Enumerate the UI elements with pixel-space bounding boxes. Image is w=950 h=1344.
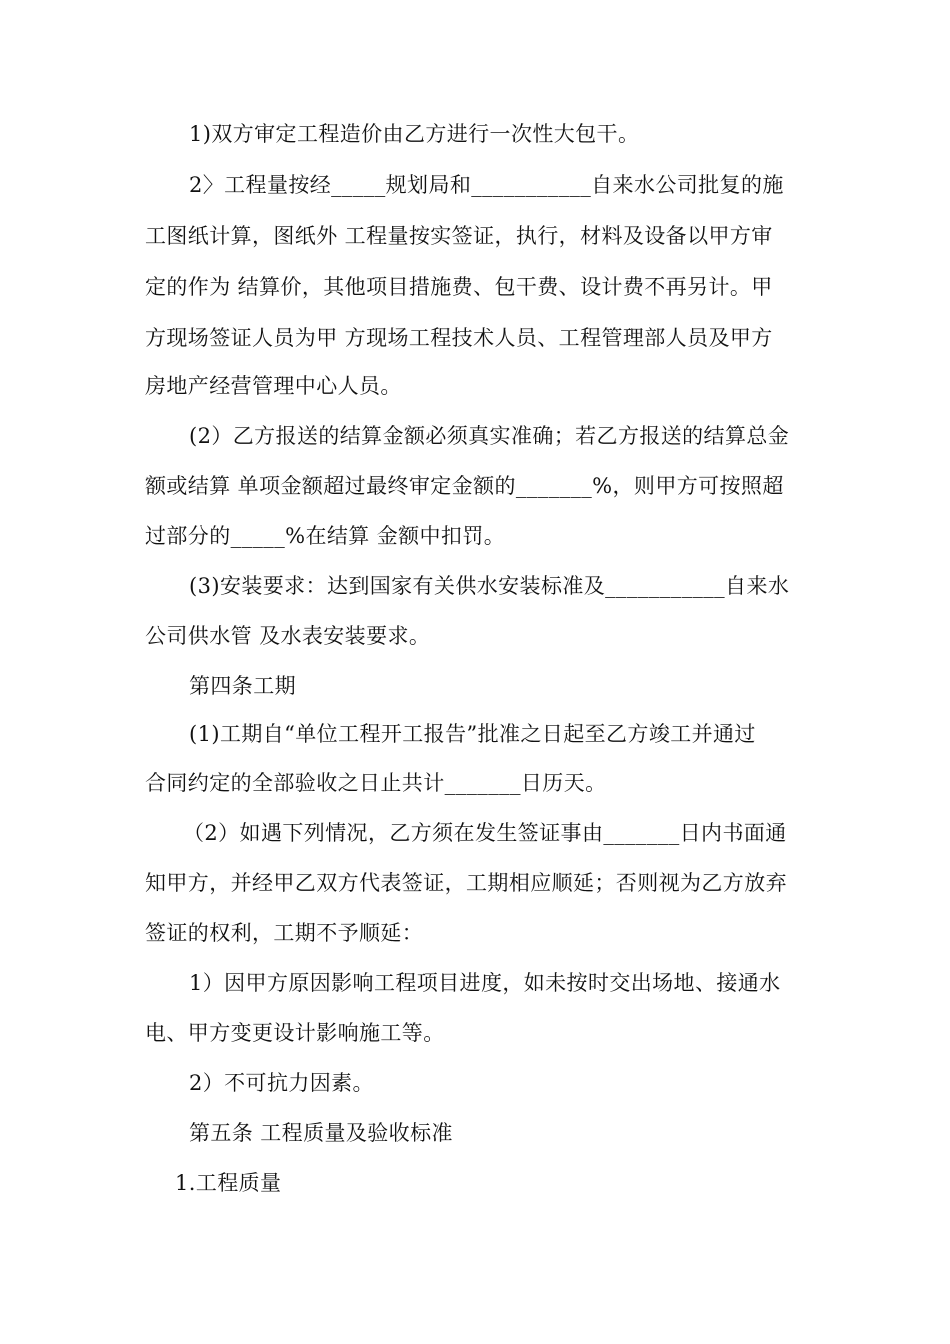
paragraph-line: 公司供水管 及水表安装要求。: [145, 624, 431, 648]
paragraph-line: 签证的权利，工期不予顺延：: [145, 921, 424, 945]
section-heading: 第四条工期: [189, 674, 296, 698]
paragraph-line: (1)工期自“单位工程开工报告”批准之日起至乙方竣工并通过: [189, 722, 756, 746]
paragraph-line: 定的作为 结算价，其他项目措施费、包干费、设计费不再另计。甲: [145, 275, 773, 299]
paragraph-line: 过部分的_____%在结算 金额中扣罚。: [145, 524, 506, 548]
paragraph-line: (2）乙方报送的结算金额必须真实准确；若乙方报送的结算总金: [189, 424, 790, 448]
paragraph-line: 1）因甲方原因影响工程项目进度，如未按时交出场地、接通水: [189, 971, 781, 995]
paragraph-line: 方现场签证人员为甲 方现场工程技术人员、工程管理部人员及甲方: [145, 326, 773, 350]
section-heading: 第五条 工程质量及验收标准: [189, 1121, 453, 1145]
paragraph-line: （2）如遇下列情况，乙方须在发生签证事由_______日内书面通: [183, 821, 787, 845]
subsection-heading: 1.工程质量: [175, 1171, 282, 1195]
paragraph-line: 额或结算 单项金额超过最终审定金额的_______%，则甲方可按照超: [145, 474, 784, 498]
paragraph-line: 合同约定的全部验收之日止共计_______日历天。: [145, 771, 607, 795]
paragraph-line: 2〉工程量按经_____规划局和___________自来水公司批复的施: [189, 173, 784, 197]
paragraph-line: 2）不可抗力因素。: [189, 1071, 374, 1095]
paragraph-line: 知甲方，并经甲乙双方代表签证，工期相应顺延；否则视为乙方放弃: [145, 871, 787, 895]
paragraph-line: (3)安装要求：达到国家有关供水安装标准及___________自来水: [189, 574, 790, 598]
paragraph-line: 房地产经营管理中心人员。: [145, 374, 402, 398]
paragraph-line: 工图纸计算，图纸外 工程量按实签证，执行，材料及设备以甲方审: [145, 224, 773, 248]
paragraph-line: 电、甲方变更设计影响施工等。: [145, 1021, 445, 1045]
paragraph-line: 1)双方审定工程造价由乙方进行一次性大包干。: [189, 122, 640, 146]
